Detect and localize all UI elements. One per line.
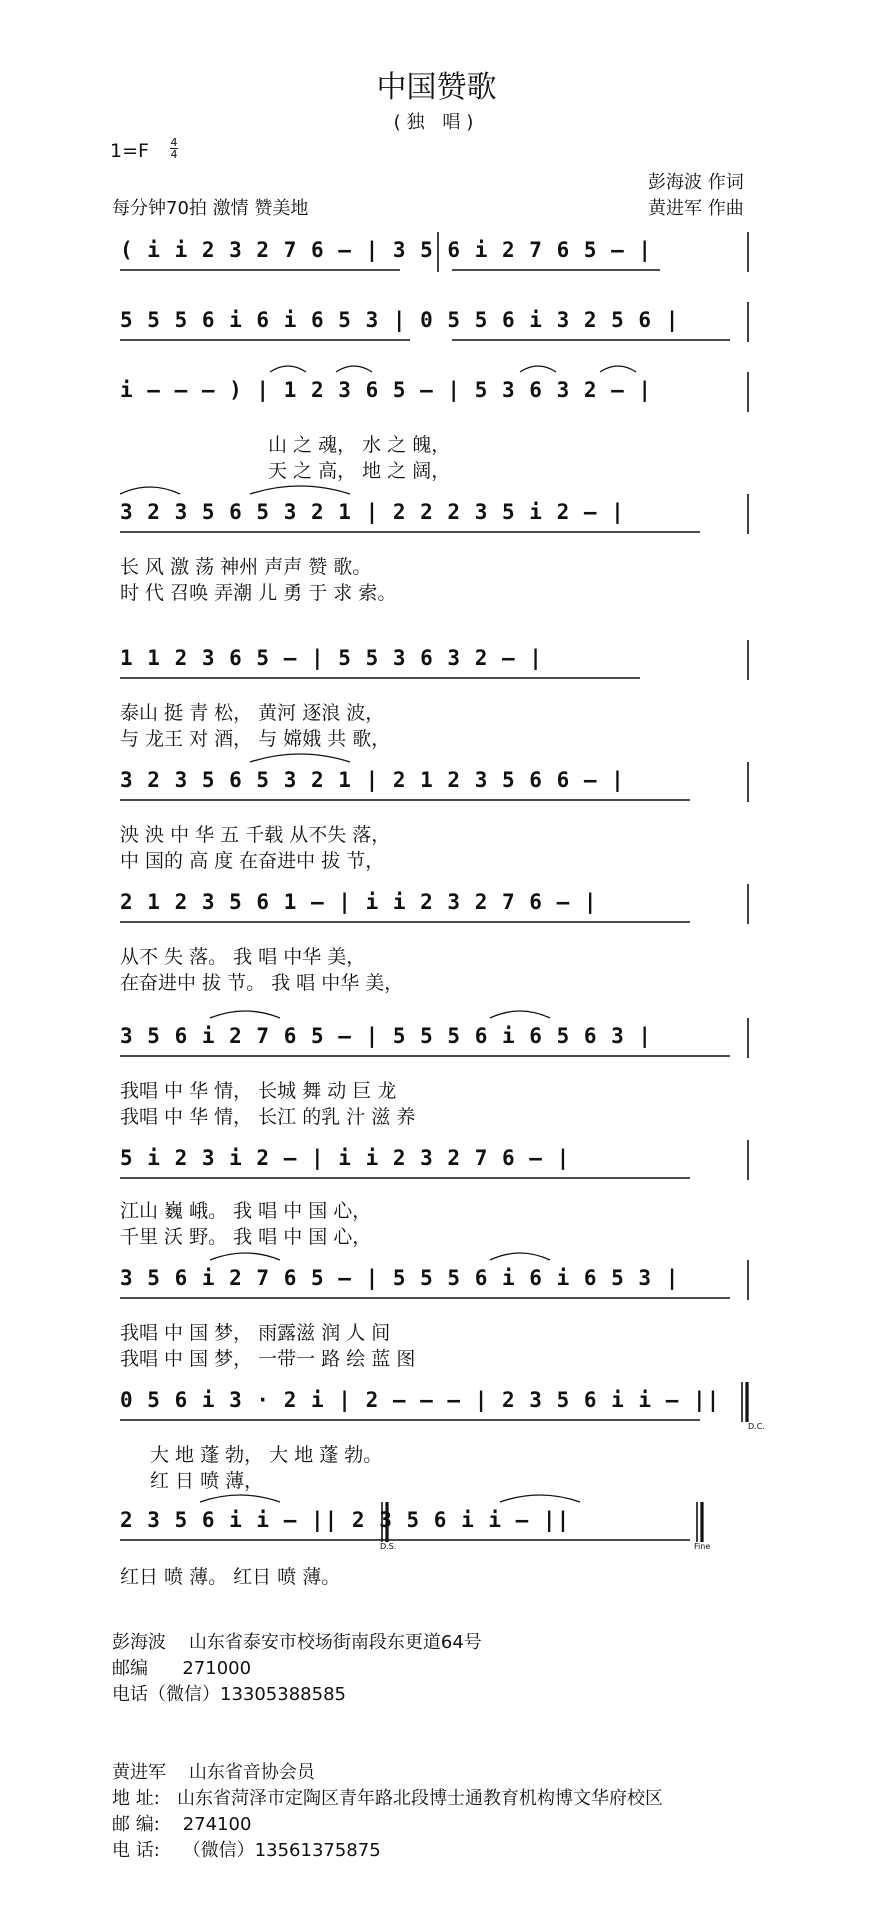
lyricist-name: 彭海波 bbox=[112, 1632, 166, 1653]
composer-credit: 黄进军 作曲 bbox=[648, 198, 744, 219]
lyricist-phone-row bbox=[112, 1680, 346, 1706]
meter-top: 4 bbox=[170, 136, 178, 149]
barlines bbox=[382, 232, 748, 1542]
lyric-line: 红日 喷 薄。 红日 喷 薄。 bbox=[120, 1566, 341, 1588]
postcode-value: 274100 bbox=[182, 1814, 252, 1835]
lyric-line: 我唱 中 华 情， 长城 舞 动 巨 龙 bbox=[120, 1080, 397, 1102]
ds-mark: D.S. bbox=[380, 1542, 397, 1551]
composer-address-row bbox=[112, 1784, 663, 1810]
lyric-line: 泱 泱 中 华 五 千载 从不失 落， bbox=[120, 824, 391, 846]
key-signature: 1=F bbox=[110, 140, 149, 162]
lyricist-credit: 彭海波 作词 bbox=[648, 172, 744, 193]
song-title: 中国赞歌 bbox=[376, 70, 497, 105]
lyric-line: 泰山 挺 青 松， 黄河 逐浪 波， bbox=[120, 702, 385, 724]
notation-line: 2 3 5 6 i i — || 2 3 5 6 i i — || bbox=[120, 1508, 571, 1532]
meter-bottom: 4 bbox=[170, 148, 178, 161]
phone-value: 13305388585 bbox=[220, 1684, 346, 1705]
song-subtitle: (独 唱) bbox=[393, 112, 480, 133]
lyricist-postcode-row bbox=[112, 1654, 251, 1680]
address-value: 山东省菏泽市定陶区青年路北段博士通教育机构博文华府校区 bbox=[176, 1788, 663, 1809]
phone-value: （微信）13561375875 bbox=[182, 1840, 381, 1861]
composer-postcode-row bbox=[112, 1810, 251, 1836]
notation-line: ( i i 2 3 2 7 6 — | 3 5 6 i 2 7 6 5 — | bbox=[120, 238, 653, 262]
tempo-marking: 每分钟70拍 激情 赞美地 bbox=[112, 198, 309, 219]
beam-underlines bbox=[120, 270, 730, 1540]
dc-mark: D.C. bbox=[748, 1422, 765, 1431]
postcode-label: 邮 编: bbox=[112, 1814, 160, 1835]
notation-line: 5 i 2 3 i 2 — | i i 2 3 2 7 6 — | bbox=[120, 1146, 571, 1170]
lyric-line: 时 代 召唤 弄潮 儿 勇 于 求 索。 bbox=[120, 582, 397, 604]
postcode-value: 271000 bbox=[182, 1658, 252, 1679]
lyric-line: 千里 沃 野。 我 唱 中 国 心， bbox=[120, 1226, 372, 1248]
lyric-line: 红 日 喷 薄， bbox=[150, 1470, 264, 1492]
notation-line: 3 2 3 5 6 5 3 2 1 | 2 2 2 3 5 i 2 — | bbox=[120, 500, 625, 524]
notation-line: 0 5 6 i 3 · 2 i | 2 — — — | 2 3 5 6 i i — || bbox=[120, 1388, 721, 1412]
phone-label: 电 话: bbox=[112, 1840, 160, 1861]
notation-line: 3 2 3 5 6 5 3 2 1 | 2 1 2 3 5 6 6 — | bbox=[120, 768, 625, 792]
lyric-line: 在奋进中 拔 节。 我 唱 中华 美， bbox=[120, 972, 404, 994]
notation-line: 2 1 2 3 5 6 1 — | i i 2 3 2 7 6 — | bbox=[120, 890, 598, 914]
composer-phone-row bbox=[112, 1836, 381, 1862]
composer-name: 黄进军 bbox=[112, 1762, 166, 1783]
lyric-line: 江山 巍 峨。 我 唱 中 国 心， bbox=[120, 1200, 372, 1222]
notation-line: 3 5 6 i 2 7 6 5 — | 5 5 5 6 i 6 i 6 5 3 | bbox=[120, 1266, 680, 1290]
lyric-line: 我唱 中 国 梦， 雨露滋 润 人 间 bbox=[120, 1322, 391, 1344]
lyric-line: 从不 失 落。 我 唱 中华 美， bbox=[120, 946, 366, 968]
lyric-line: 与 龙王 对 酒， 与 嫦娥 共 歌， bbox=[120, 728, 391, 750]
postcode-label: 邮编 bbox=[112, 1658, 148, 1679]
lyric-line: 我唱 中 华 情， 长江 的乳 汁 滋 养 bbox=[120, 1106, 416, 1128]
notation-line: 3 5 6 i 2 7 6 5 — | 5 5 5 6 i 6 5 6 3 | bbox=[120, 1024, 653, 1048]
slurs bbox=[120, 366, 636, 1502]
lyricist-address: 山东省泰安市校场街南段东更道64号 bbox=[188, 1632, 482, 1653]
composer-org: 山东省音协会员 bbox=[188, 1762, 315, 1783]
lyric-line: 我唱 中 国 梦， 一带一 路 绘 蓝 图 bbox=[120, 1348, 416, 1370]
composer-contact bbox=[112, 1758, 315, 1784]
phone-label: 电话（微信） bbox=[112, 1684, 220, 1705]
lyric-line: 天 之 高， 地 之 阔， bbox=[268, 460, 451, 482]
notation-line: i — — — ) | 1 2 3 6 5 — | 5 3 6 3 2 — | bbox=[120, 378, 653, 402]
lyric-line: 中 国的 高 度 在奋进中 拔 节， bbox=[120, 850, 385, 872]
lyric-line: 山 之 魂， 水 之 魄， bbox=[268, 434, 451, 456]
lyricist-contact bbox=[112, 1628, 482, 1654]
lyric-line: 长 风 激 荡 神州 声声 赞 歌。 bbox=[120, 556, 372, 578]
fine-mark: Fine bbox=[694, 1542, 711, 1551]
address-label: 地 址: bbox=[112, 1788, 160, 1809]
notation-line: 1 1 2 3 6 5 — | 5 5 3 6 3 2 — | bbox=[120, 646, 543, 670]
lyric-line: 大 地 蓬 勃， 大 地 蓬 勃。 bbox=[150, 1444, 383, 1466]
notation-line: 5 5 5 6 i 6 i 6 5 3 | 0 5 5 6 i 3 2 5 6 | bbox=[120, 308, 680, 332]
